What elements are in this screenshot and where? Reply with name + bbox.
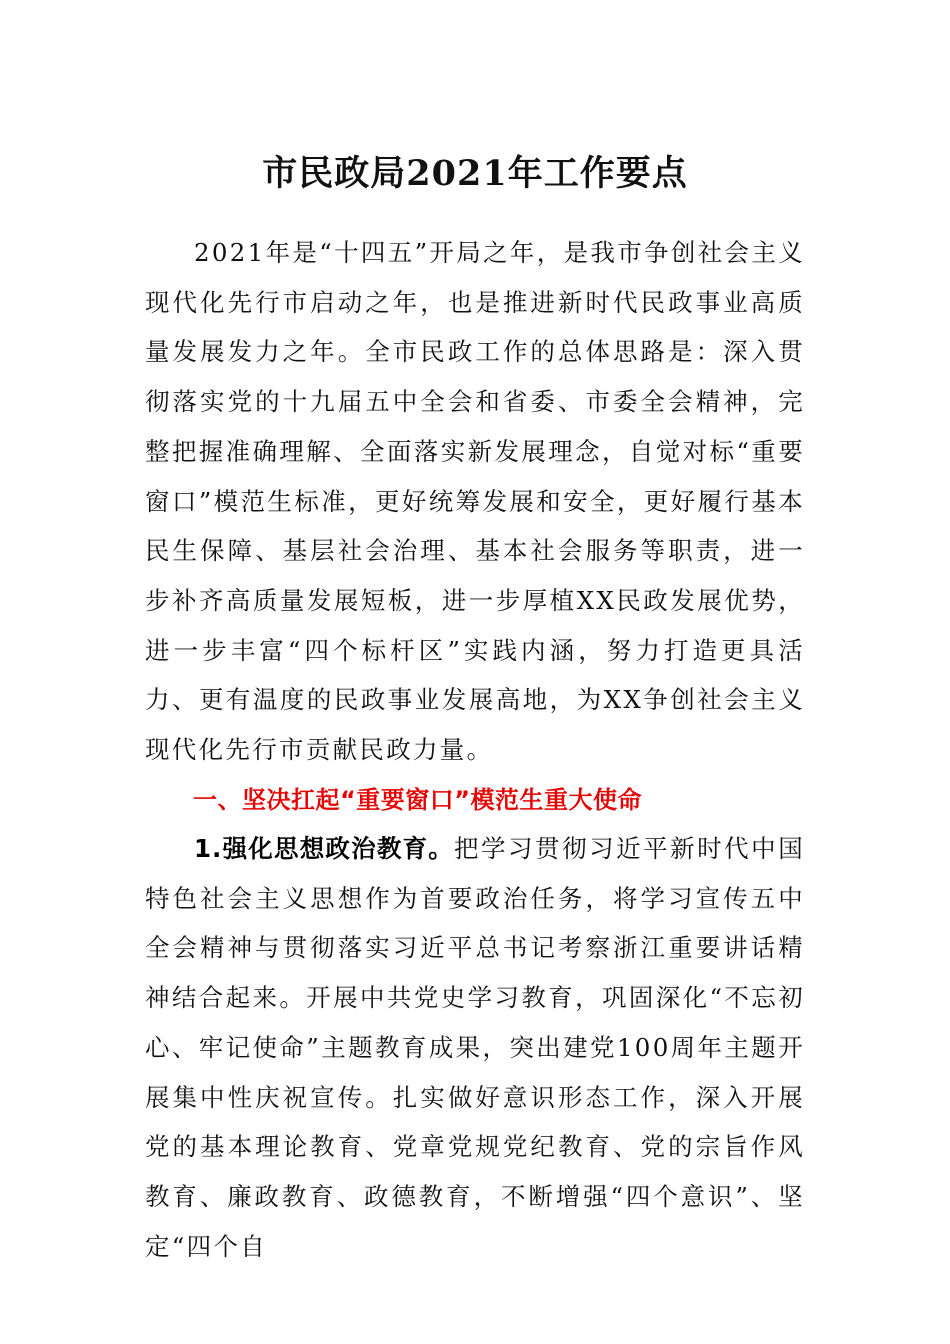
document-title: 市民政局2021年工作要点 [262,153,688,194]
intro-paragraph: 2021年是“十四五”开局之年，是我市争创社会主义现代化先行市启动之年，也是推进新时代民政事业高质量发展发力之年。全市民政工作的总体思路是：深入贯彻落实党的十九届五中全会和省委、市委全会精神，完整把握准确理解、全面落实新发展理念，自觉对标“重要窗口”模范生标准，更好统筹发展和安全，更好履行基本民生保障、基层社会治理、基本社会服务等职责，进一步补齐高质量发展短板，进一步厚植XX民政发展优势，进一步丰富“四个标杆区”实践内涵，努力打造更具活力、更有温度的民政事业发展高地，为XX争创社会主义现代化先行市贡献民政力量。 [145,238,805,765]
item-lead: 1.强化思想政治教育。 [194,834,455,863]
item-paragraph [145,824,805,1271]
item-text: 把学习贯彻习近平新时代中国特色社会主义思想作为首要政治任务，将学习宣传五中全会精神与贯彻落实习近平总书记考察浙江重要讲话精神结合起来。开展中共党史学习教育，巩固深化“不忘初心、牢记使命”主题教育成果，突出建党100周年主题开展集中性庆祝宣传。扎实做好意识形态工作，深入开展党的基本理论教育、党章党规党纪教育、党的宗旨作风教育、廉政教育、政德教育，不断增强“四个意识”、坚定“四个自 [145,834,805,1261]
section-heading: 一、坚决扛起“重要窗口”模范生重大使命 [193,786,643,814]
